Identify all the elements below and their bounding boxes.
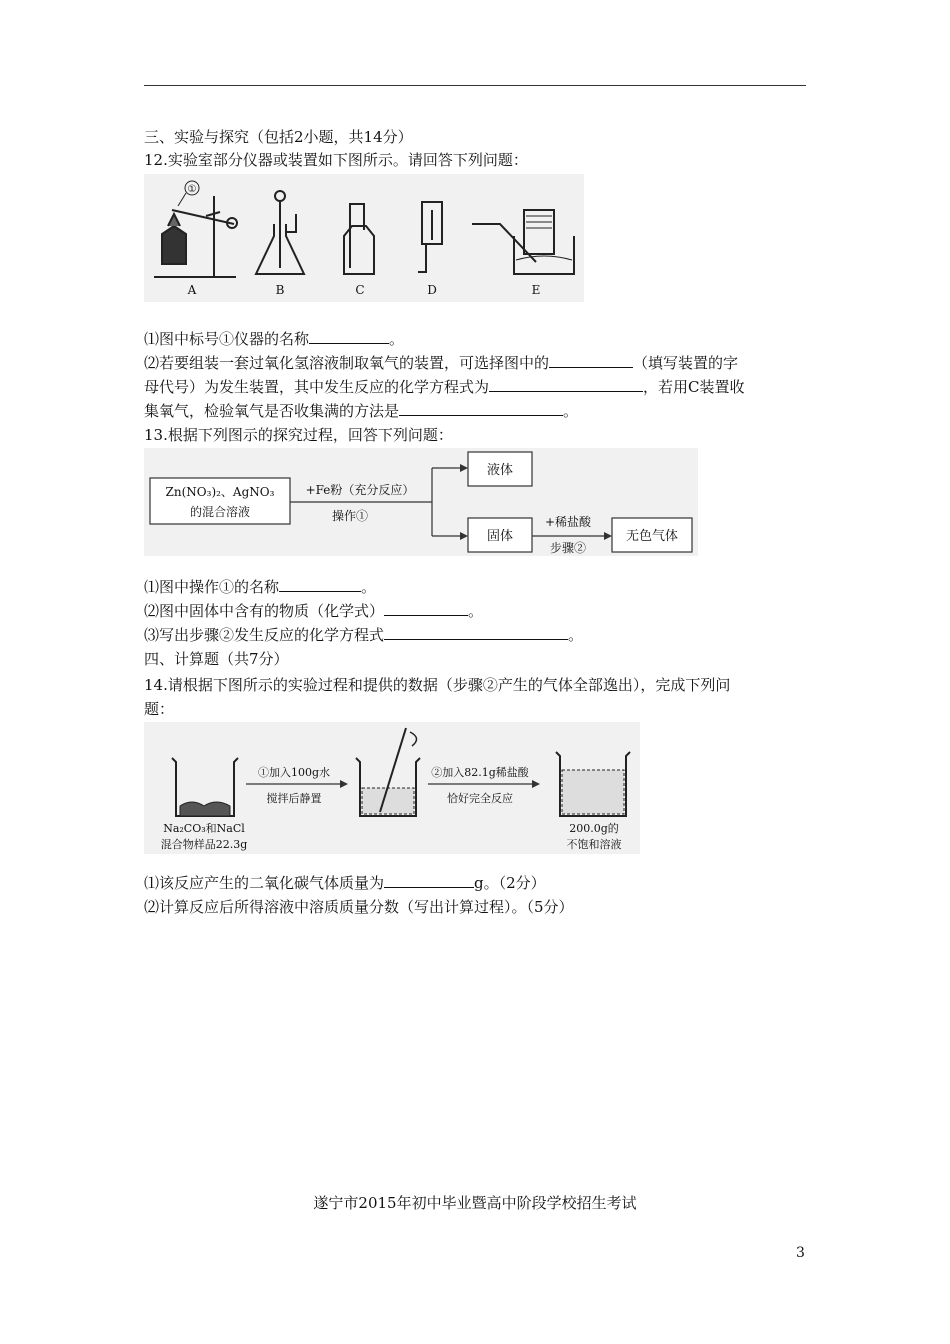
apparatus-a xyxy=(154,196,237,277)
apparatus-d xyxy=(418,202,442,272)
answer-blank[interactable] xyxy=(399,401,563,416)
apparatus-c xyxy=(344,204,374,274)
start-line1: Zn(NO₃)₂、AgNO₃ xyxy=(165,485,275,499)
label-a: A xyxy=(187,283,197,297)
q14-part2: ⑵计算反应后所得溶液中溶质质量分数（写出计算过程）。（5分） xyxy=(144,898,574,916)
q12-part2-line2: 母代号）为发生装置，其中发生反应的化学方程式为 ，若用C装置收 xyxy=(144,378,745,396)
apparatus-figure xyxy=(144,174,584,302)
gas-label: 无色气体 xyxy=(625,529,679,544)
beaker-result xyxy=(556,752,630,816)
answer-blank[interactable] xyxy=(549,353,633,368)
arrow-head-liquid xyxy=(460,464,468,472)
q13-part1: ⑴图中操作①的名称 。 xyxy=(144,578,377,596)
q14-stem-line1: 14.请根据下图所示的实验过程和提供的数据（步骤②产生的气体全部逸出），完成下列问 xyxy=(144,676,731,694)
result-line2: 不饱和溶液 xyxy=(566,838,622,851)
result-line1: 200.0g的 xyxy=(569,822,619,835)
reagent-label: +Fe粉（充分反应） xyxy=(305,483,415,497)
apparatus-b xyxy=(256,191,304,274)
apparatus-e xyxy=(472,210,574,274)
solid-label: 固体 xyxy=(486,529,514,544)
step-label: 步骤② xyxy=(549,541,587,555)
operation-label: 操作① xyxy=(331,509,369,523)
q12-part1: ⑴图中标号①仪器的名称 。 xyxy=(144,330,405,348)
arrow-head-step2 xyxy=(532,780,540,788)
footer-exam-title: 遂宁市2015年初中毕业暨高中阶段学校招生考试 xyxy=(313,1194,637,1212)
label-b: B xyxy=(275,283,285,297)
answer-blank[interactable] xyxy=(489,377,643,392)
section3-heading: 三、实验与探究（包括2小题，共14分） xyxy=(144,128,413,146)
q14-stem-line2: 题： xyxy=(144,700,175,718)
q13-stem: 13.根据下列图示的探究过程，回答下列问题： xyxy=(144,426,453,444)
arrow-head-solid xyxy=(460,532,468,540)
label-d: D xyxy=(427,283,437,297)
sample-line1: Na₂CO₃和NaCl xyxy=(163,822,245,835)
answer-blank[interactable] xyxy=(384,625,568,640)
label-e: E xyxy=(531,283,541,297)
header-rule xyxy=(144,85,806,86)
sample-line2: 混合物样品22.3g xyxy=(160,838,248,851)
q12-stem: 12.实验室部分仪器或装置如下图所示。请回答下列问题： xyxy=(144,151,528,169)
start-line2: 的混合溶液 xyxy=(189,505,251,519)
beaker-sample xyxy=(172,758,238,816)
acid-label: +稀盐酸 xyxy=(544,515,592,529)
beaker-stirred xyxy=(356,728,420,816)
liquid-label: 液体 xyxy=(486,463,514,478)
arrow-head-gas xyxy=(604,532,612,540)
step1-line2: 搅拌后静置 xyxy=(266,792,322,805)
label-c: C xyxy=(355,283,365,297)
step2-line2: 恰好完全反应 xyxy=(447,792,513,805)
arrow-head-step1 xyxy=(340,780,348,788)
step1-line1: ①加入100g水 xyxy=(257,766,331,779)
answer-blank[interactable] xyxy=(279,577,361,592)
marker-label: ① xyxy=(187,184,197,195)
q13-part3: ⑶写出步骤②发生反应的化学方程式 。 xyxy=(144,626,584,644)
flow-figure xyxy=(144,448,698,556)
answer-blank[interactable] xyxy=(384,601,468,616)
q13-part2: ⑵图中固体中含有的物质（化学式） 。 xyxy=(144,602,484,620)
step2-line1: ②加入82.1g稀盐酸 xyxy=(431,766,529,779)
q12-part2-line1: ⑵若要组装一套过氧化氢溶液制取氧气的装置，可选择图中的 （填写装置的字 xyxy=(144,354,739,372)
answer-blank[interactable] xyxy=(384,873,474,888)
page-number: 3 xyxy=(796,1245,805,1261)
q12-part2-line3: 集氧气，检验氧气是否收集满的方法是 。 xyxy=(144,402,579,420)
q14-part1: ⑴该反应产生的二氧化碳气体质量为 g。（2分） xyxy=(144,874,546,892)
section4-heading: 四、计算题（共7分） xyxy=(144,650,289,668)
beaker-figure xyxy=(144,722,640,854)
answer-blank[interactable] xyxy=(309,329,389,344)
